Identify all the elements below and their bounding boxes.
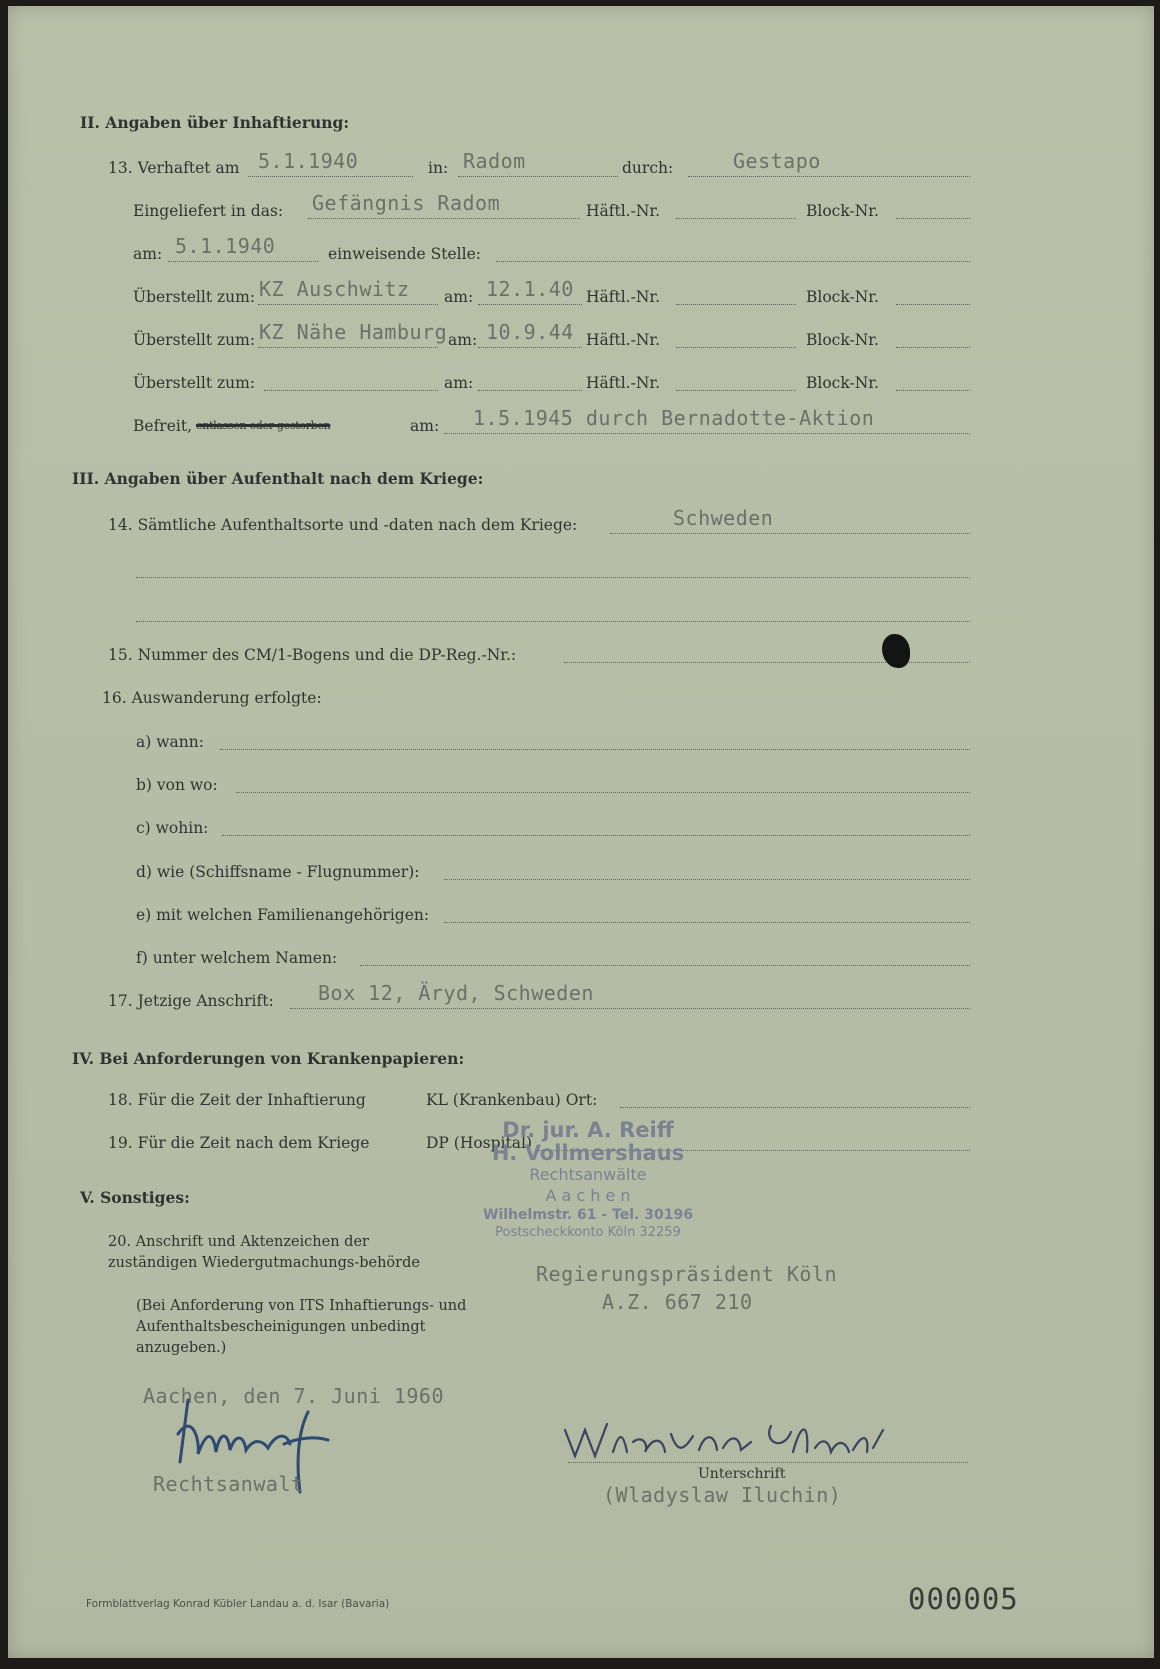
transfer-label-1: Überstellt zum: — [133, 288, 256, 306]
delivered-label: Eingeliefert in das: — [133, 202, 284, 220]
document-number: 000005 — [908, 1582, 1019, 1616]
q17-value: Box 12, Äryd, Schweden — [318, 981, 594, 1005]
signer-name: (Wladyslaw Iluchin) — [603, 1483, 842, 1507]
by-label: durch: — [622, 159, 674, 177]
am-label-4: am: — [444, 374, 474, 392]
publisher-line: Formblattverlag Konrad Kübler Landau a. d. Isar (Bavaria) — [86, 1598, 390, 1610]
block-label-1: Block-Nr. — [806, 202, 879, 220]
haeftl-label-4: Häftl.-Nr. — [586, 374, 661, 392]
q16d-label: d) wie (Schiffsname - Flugnummer): — [136, 863, 420, 881]
block-label-2: Block-Nr. — [806, 288, 879, 306]
haeftl-label-3: Häftl.-Nr. — [586, 331, 661, 349]
claimant-signature — [553, 1412, 973, 1472]
am-label-2: am: — [444, 288, 474, 306]
q17-label: 17. Jetzige Anschrift: — [108, 992, 274, 1010]
arrested-by: Gestapo — [733, 149, 821, 173]
q16c-label: c) wohin: — [136, 819, 209, 837]
q16a-label: a) wann: — [136, 733, 204, 751]
haeftl-label-2: Häftl.-Nr. — [586, 288, 661, 306]
delivered-place: Gefängnis Radom — [312, 191, 501, 215]
arrested-label: 13. Verhaftet am — [108, 159, 240, 177]
place-date: Aachen, den 7. Juni 1960 — [143, 1384, 444, 1408]
q14-value: Schweden — [673, 506, 774, 530]
am-label-3: am: — [448, 331, 478, 349]
freed-am-label: am: — [410, 417, 440, 435]
stamp-line-3: Rechtsanwälte — [529, 1165, 647, 1184]
q15-label: 15. Nummer des CM/1-Bogens und die DP-Reg.-Nr.: — [108, 646, 517, 664]
file-reference: A.Z. 667 210 — [602, 1290, 753, 1314]
authority-label: einweisende Stelle: — [328, 245, 481, 263]
ink-blot — [882, 634, 910, 668]
am-label-1: am: — [133, 245, 163, 263]
block-label-3: Block-Nr. — [806, 331, 879, 349]
q20-note: (Bei Anforderung von ITS Inhaftierungs- und Aufenthaltsbescheinigungen unbedingt anzugeben.) — [136, 1298, 467, 1356]
q16b-label: b) von wo: — [136, 776, 218, 794]
lawyer-role: Rechtsanwalt — [153, 1472, 304, 1496]
transfer1-date: 12.1.40 — [486, 277, 574, 301]
haeftl-label-1: Häftl.-Nr. — [586, 202, 661, 220]
transfer-label-3: Überstellt zum: — [133, 374, 256, 392]
freed-struck-text: entlassen oder gestorben — [196, 419, 331, 432]
transfer2-date: 10.9.44 — [486, 320, 574, 344]
stamp-line-4: A a c h e n — [545, 1186, 631, 1205]
lawyer-stamp — [438, 1118, 738, 1241]
in-label: in: — [428, 159, 449, 177]
transfer-label-2: Überstellt zum: — [133, 331, 256, 349]
q19-place-label: DP (Hospital) — [426, 1134, 532, 1152]
arrest-place: Radom — [463, 149, 526, 173]
block-label-4: Block-Nr. — [806, 374, 879, 392]
signature-label: Unterschrift — [698, 1466, 786, 1482]
q16f-label: f) unter welchem Namen: — [136, 949, 338, 967]
authority-name: Regierungspräsident Köln — [536, 1262, 837, 1286]
stamp-line-1: Dr. jur. A. Reiff — [502, 1118, 674, 1142]
transfer2-to: KZ Nähe Hamburg — [259, 320, 448, 344]
arrested-date: 5.1.1940 — [258, 149, 359, 173]
q16-label: 16. Auswanderung erfolgte: — [102, 689, 322, 707]
q20-text: 20. Anschrift und Aktenzeichen der zuständigen Wiedergutmachungs-behörde — [108, 1234, 420, 1271]
section-5-title: V. Sonstiges: — [80, 1188, 190, 1207]
delivered-date: 5.1.1940 — [175, 234, 276, 258]
q14-label: 14. Sämtliche Aufenthaltsorte und -daten nach dem Kriege: — [108, 516, 578, 534]
stamp-line-5: Wilhelmstr. 61 - Tel. 30196 — [483, 1207, 693, 1223]
stamp-line-2: H. Vollmershaus — [491, 1141, 685, 1165]
section-3-title: III. Angaben über Aufenthalt nach dem Kriege: — [72, 469, 484, 488]
q18-place-label: KL (Krankenbau) Ort: — [426, 1091, 598, 1109]
q18-label: 18. Für die Zeit der Inhaftierung — [108, 1091, 366, 1109]
q19-label: 19. Für die Zeit nach dem Kriege — [108, 1134, 370, 1152]
stamp-line-6: Postscheckkonto Köln 32259 — [495, 1225, 681, 1240]
freed-label: Befreit, — [133, 417, 192, 435]
section-2-title: II. Angaben über Inhaftierung: — [80, 113, 350, 132]
form-page — [8, 6, 1154, 1658]
section-4-title: IV. Bei Anforderungen von Krankenpapieren: — [72, 1049, 465, 1068]
q16e-label: e) mit welchen Familienangehörigen: — [136, 906, 430, 924]
freed-value: 1.5.1945 durch Bernadotte-Aktion — [473, 406, 875, 430]
transfer1-to: KZ Auschwitz — [259, 277, 410, 301]
